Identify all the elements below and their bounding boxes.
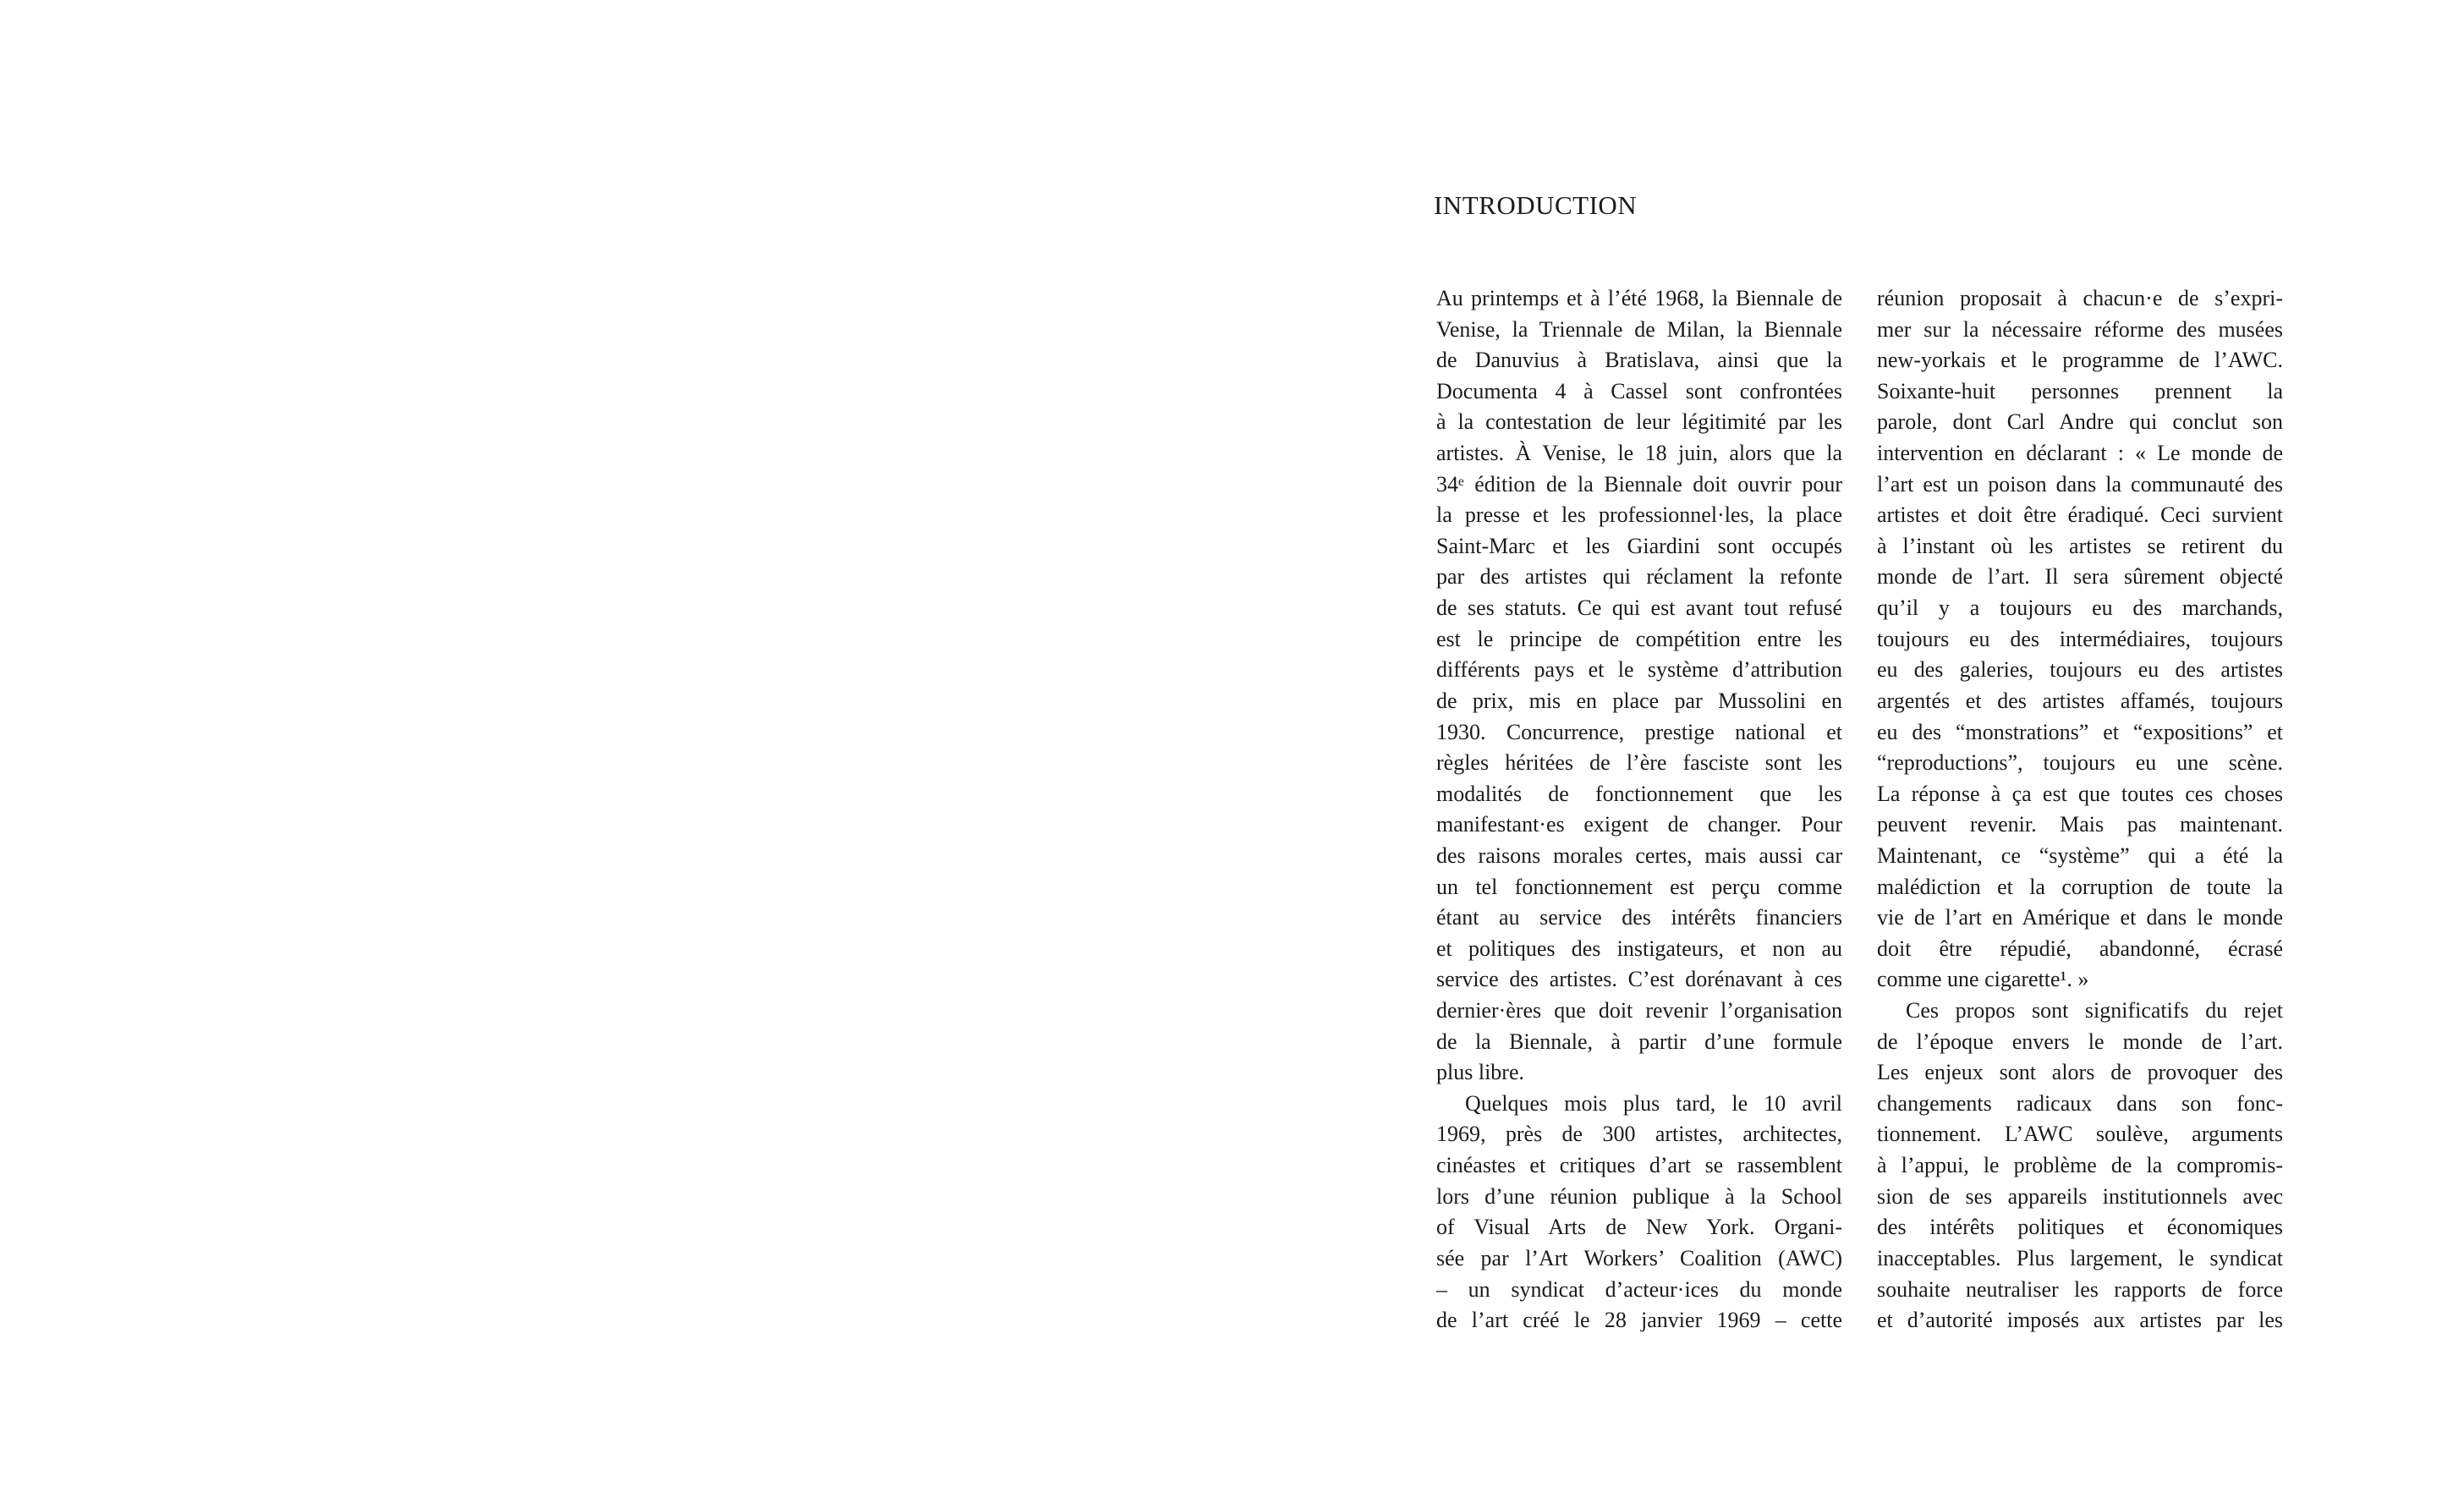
text-line: de Danuvius à Bratislava, ainsi que la	[1436, 348, 1842, 373]
text-line: de prix, mis en place par Mussolini en	[1436, 688, 1842, 713]
text-line: de ses statuts. Ce qui est avant tout refusé	[1436, 595, 1842, 621]
text-line: Venise, la Triennale de Milan, la Biennale	[1436, 316, 1842, 342]
text-line: Saint-Marc et les Giardini sont occupés	[1436, 533, 1842, 558]
text-line: doit être répudié, abandonné, écrasé	[1877, 936, 2283, 961]
text-line: malédiction et la corruption de toute la	[1877, 874, 2283, 899]
text-line: Ces propos sont significatifs du rejet	[1906, 998, 2283, 1023]
text-line: Soixante-huit personnes prennent la	[1877, 378, 2283, 403]
text-line: l’art est un poison dans la communauté des	[1877, 471, 2283, 497]
text-line: de l’époque envers le monde de l’art.	[1877, 1029, 2283, 1054]
text-line: eu des “monstrations” et “expositions” et	[1877, 719, 2283, 744]
text-line: inacceptables. Plus largement, le syndicat	[1877, 1245, 2283, 1270]
text-line: manifestant·es exigent de changer. Pour	[1436, 812, 1842, 837]
text-line: La réponse à ça est que toutes ces choses	[1877, 781, 2283, 806]
text-line: sée par l’Art Workers’ Coalition (AWC)	[1436, 1245, 1842, 1270]
text-line: souhaite neutraliser les rapports de force	[1877, 1276, 2283, 1302]
text-line: sion de ses appareils institutionnels avec	[1877, 1183, 2283, 1209]
text-line: règles héritées de l’ère fasciste sont les	[1436, 750, 1842, 776]
text-line: et politiques des instigateurs, et non au	[1436, 936, 1842, 961]
text-line: cinéastes et critiques d’art se rassemblent	[1436, 1153, 1842, 1178]
text-line: modalités de fonctionnement que les	[1436, 781, 1842, 806]
chapter-title: INTRODUCTION	[1434, 190, 1638, 220]
text-line: qu’il y a toujours eu des marchands,	[1877, 595, 2283, 621]
text-line: à l’instant où les artistes se retirent du	[1877, 533, 2283, 558]
text-line: réunion proposait à chacun·e de s’expri-	[1877, 286, 2283, 310]
text-line: 34ᵉ édition de la Biennale doit ouvrir pour	[1436, 471, 1842, 497]
text-line: parole, dont Carl Andre qui conclut son	[1877, 409, 2283, 435]
text-line: étant au service des intérêts financiers	[1436, 905, 1842, 930]
text-line: new-yorkais et le programme de l’AWC.	[1877, 348, 2283, 373]
text-line: lors d’une réunion publique à la School	[1436, 1183, 1842, 1209]
text-line: eu des galeries, toujours eu des artistes	[1877, 657, 2283, 683]
text-line: de l’art créé le 28 janvier 1969 – cette	[1436, 1308, 1842, 1333]
text-line: Quelques mois plus tard, le 10 avril	[1465, 1090, 1842, 1116]
text-line: 1969, près de 300 artistes, architectes,	[1436, 1122, 1842, 1147]
text-line: “reproductions”, toujours eu une scène.	[1877, 750, 2283, 776]
text-line: vie de l’art en Amérique et dans le monde	[1877, 905, 2283, 930]
text-column-right	[1877, 283, 2283, 1336]
text-line: Au printemps et à l’été 1968, la Biennale de	[1436, 286, 1842, 310]
text-line: différents pays et le système d’attribution	[1436, 657, 1842, 683]
text-line: – un syndicat d’acteur·ices du monde	[1436, 1276, 1842, 1302]
text-line: à l’appui, le problème de la compromis-	[1877, 1153, 2283, 1178]
text-line: argentés et des artistes affamés, toujours	[1877, 688, 2283, 713]
text-line: comme une cigarette¹. »	[1877, 967, 2089, 992]
text-line: dernier·ères que doit revenir l’organisation	[1436, 998, 1842, 1023]
text-line: Maintenant, ce “système” qui a été la	[1877, 842, 2283, 868]
text-line: changements radicaux dans son fonc-	[1877, 1090, 2283, 1116]
text-line: de la Biennale, à partir d’une formule	[1436, 1029, 1842, 1054]
text-line: Les enjeux sont alors de provoquer des	[1877, 1060, 2283, 1085]
text-line: mer sur la nécessaire réforme des musées	[1877, 316, 2283, 342]
text-line: par des artistes qui réclament la refonte	[1436, 564, 1842, 590]
text-line: intervention en déclarant : « Le monde de	[1877, 441, 2283, 466]
text-line: plus libre.	[1436, 1060, 1524, 1085]
text-line: la presse et les professionnel·les, la place	[1436, 502, 1842, 528]
text-line: des raisons morales certes, mais aussi car	[1436, 842, 1842, 868]
text-line: à la contestation de leur légitimité par les	[1436, 409, 1842, 435]
text-line: un tel fonctionnement est perçu comme	[1436, 874, 1842, 899]
text-line: of Visual Arts de New York. Organi-	[1436, 1215, 1842, 1240]
text-line: 1930. Concurrence, prestige national et	[1436, 719, 1842, 744]
text-line: peuvent revenir. Mais pas maintenant.	[1877, 812, 2283, 837]
text-line: toujours eu des intermédiaires, toujours	[1877, 626, 2283, 651]
text-line: service des artistes. C’est dorénavant à ces	[1436, 967, 1842, 992]
text-line: des intérêts politiques et économiques	[1877, 1215, 2283, 1240]
text-line: artistes et doit être éradiqué. Ceci survient	[1877, 502, 2283, 528]
text-column-left	[1436, 283, 1842, 1336]
text-line: Documenta 4 à Cassel sont confrontées	[1436, 378, 1842, 403]
text-line: monde de l’art. Il sera sûrement objecté	[1877, 564, 2283, 590]
text-line: tionnement. L’AWC soulève, arguments	[1877, 1122, 2283, 1147]
text-line: artistes. À Venise, le 18 juin, alors que la	[1436, 441, 1842, 466]
text-line: est le principe de compétition entre les	[1436, 626, 1842, 651]
text-line: et d’autorité imposés aux artistes par les	[1877, 1308, 2283, 1333]
